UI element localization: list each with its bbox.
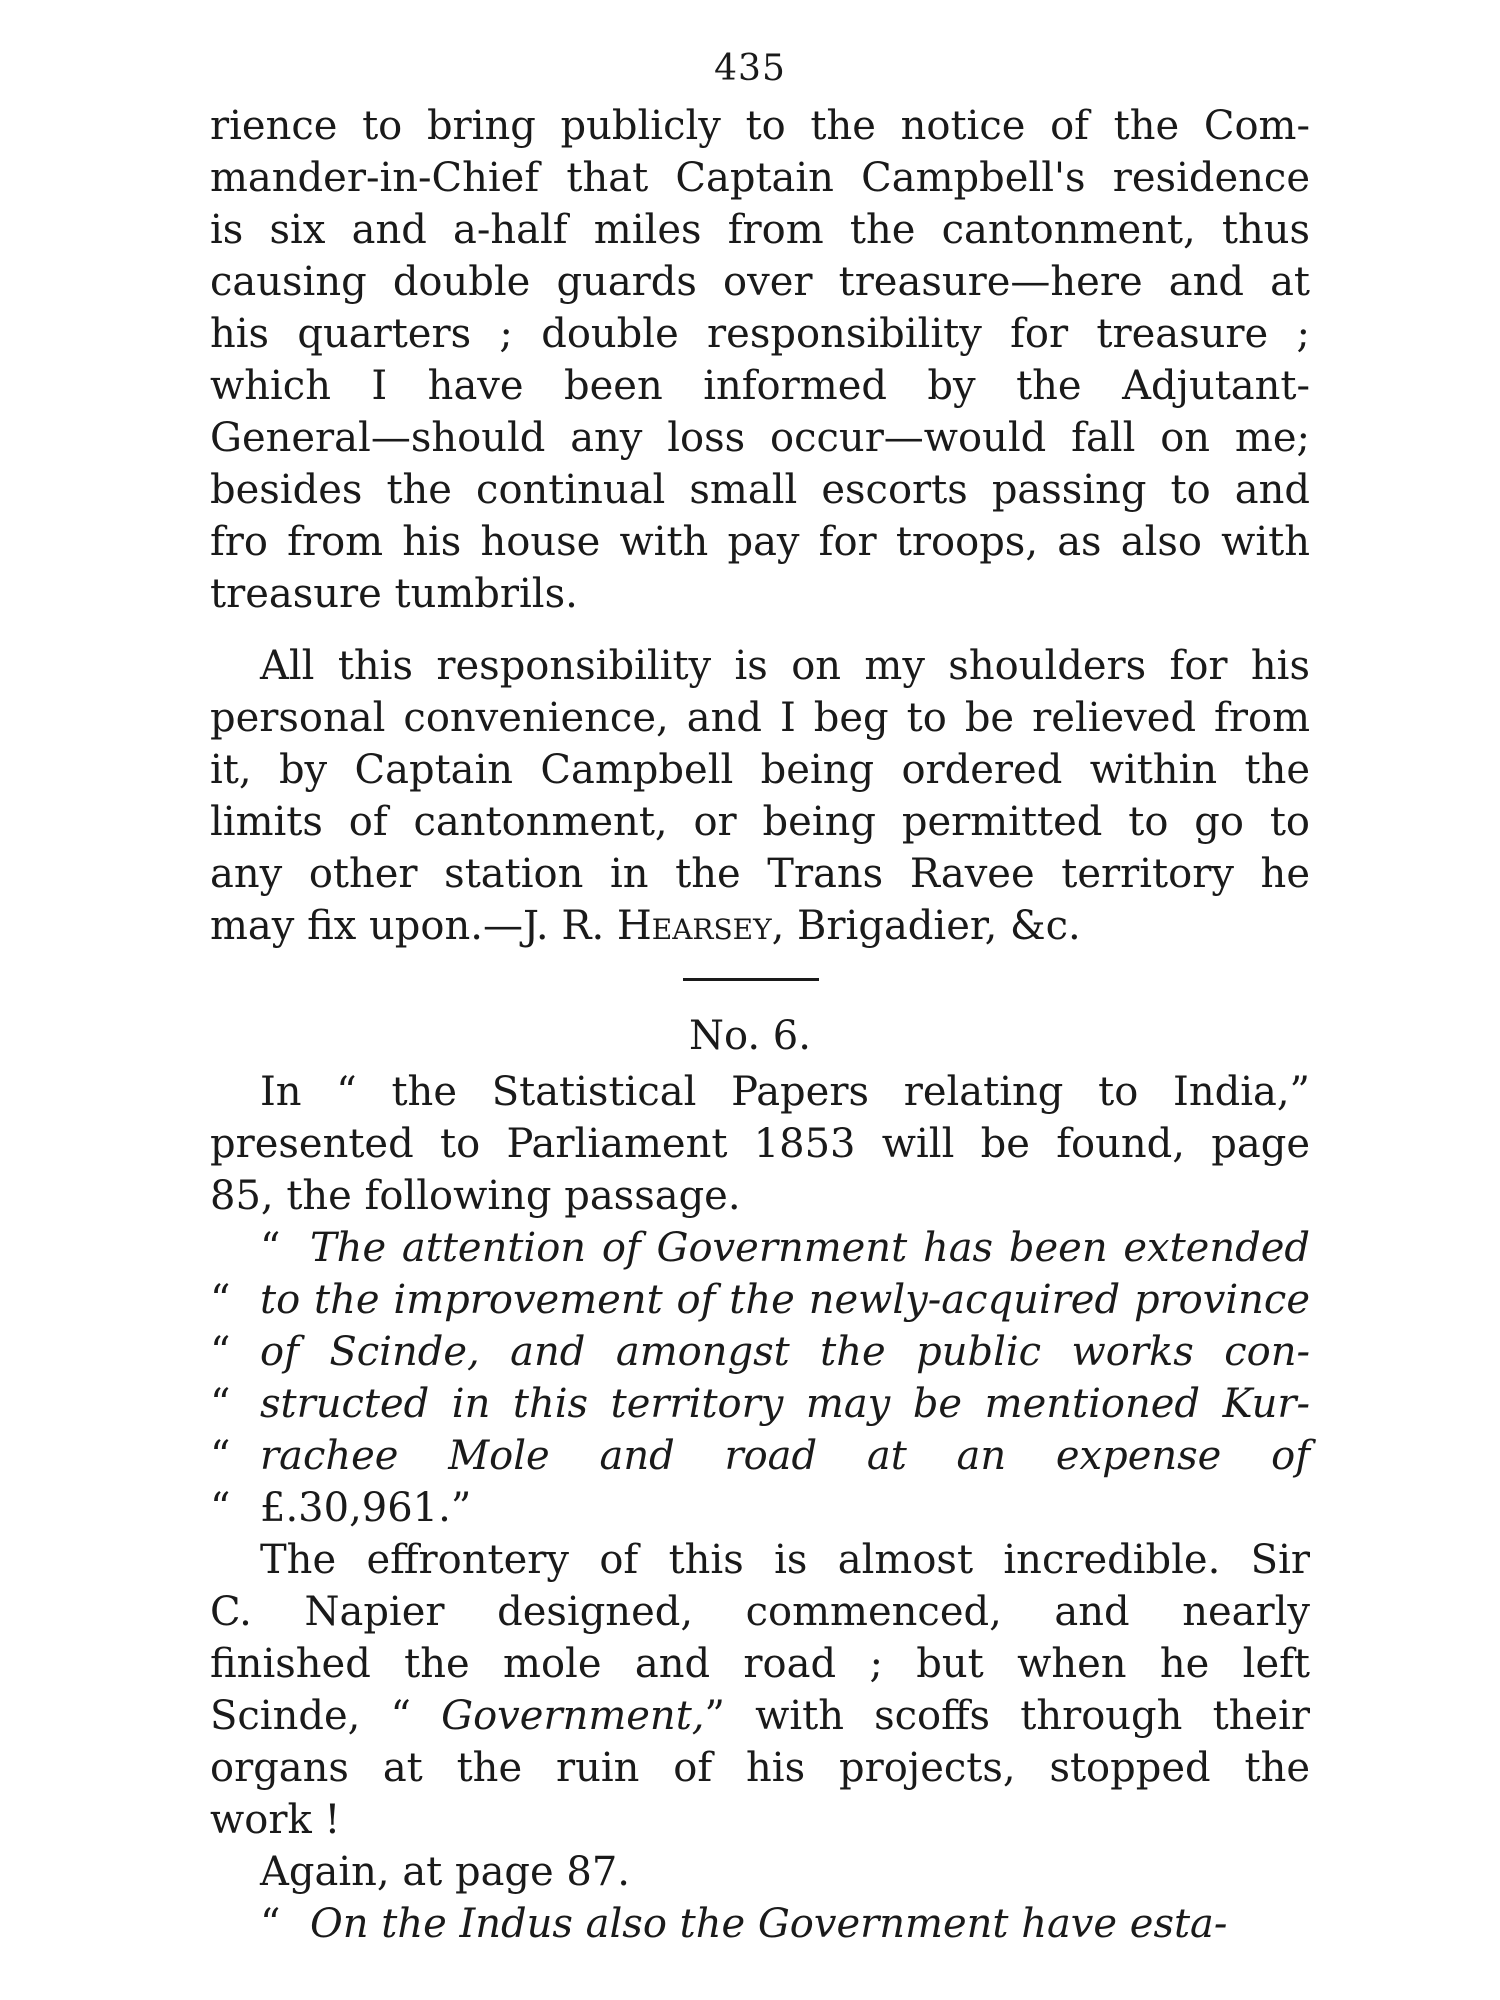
text-line: his quarters ; double responsibility for treasure ; (210, 311, 1310, 357)
paragraph-5 (210, 1846, 1310, 1898)
text-line: besides the continual small escorts passing to and (210, 467, 1310, 513)
page-number: 435 (714, 48, 786, 89)
quotation-1 (210, 1222, 1310, 1534)
text-line: is six and a-half miles from the cantonment, thus (210, 207, 1310, 253)
quote-text: structed in this territory may be mentioned Kur- (260, 1381, 1310, 1427)
quotation-2 (210, 1898, 1310, 1950)
signature-line (210, 900, 1310, 952)
text-line: causing double guards over treasure—here and at (210, 259, 1310, 305)
text-line: finished the mole and road ; but when he left (210, 1641, 1310, 1687)
quote-line (210, 1430, 1310, 1482)
text-line: 85, the following passage. (210, 1173, 741, 1219)
text-line: rience to bring publicly to the notice of the Com- (210, 103, 1310, 149)
text-line: personal convenience, and I beg to be relieved from (210, 695, 1310, 741)
quote-text: The attention of Government has been extended (310, 1225, 1310, 1271)
quote-mark: “ (210, 1433, 231, 1479)
text-line: C. Napier designed, commenced, and nearly (210, 1589, 1310, 1635)
quote-text: On the Indus also the Government have esta- (310, 1901, 1228, 1947)
text-line: any other station in the Trans Ravee territory he (210, 851, 1310, 897)
signature-prefix: may fix upon.—J. R. (210, 903, 617, 949)
text-line: limits of cantonment, or being permitted to go to (210, 799, 1310, 845)
section-heading: No. 6. (689, 1013, 811, 1059)
quote-line (210, 1274, 1310, 1326)
quote-mark: “ (260, 1901, 281, 1947)
italic-word: Government, (441, 1693, 705, 1739)
quote-mark: “ (210, 1485, 231, 1531)
quote-text: rachee Mole and road at an expense of (260, 1433, 1310, 1479)
quote-line (210, 1898, 1310, 1950)
text-line: treasure tumbrils. (210, 571, 578, 617)
paragraph-1 (210, 100, 1310, 620)
text-line: it, by Captain Campbell being ordered within the (210, 747, 1310, 793)
text-line: work ! (210, 1797, 341, 1843)
text-line (210, 1690, 1310, 1742)
text-line: Again, at page 87. (260, 1849, 631, 1895)
text-line: presented to Parliament 1853 will be found, page (210, 1121, 1310, 1167)
quote-mark: “ (210, 1329, 231, 1375)
quote-mark: “ (260, 1225, 281, 1271)
quote-text: to the improvement of the newly-acquired province (260, 1277, 1310, 1323)
text-segment: Scinde, “ (210, 1693, 442, 1739)
quote-text: £.30,961.” (260, 1485, 472, 1531)
quote-line (210, 1326, 1310, 1378)
paragraph-4 (210, 1534, 1310, 1846)
text-line: which I have been informed by the Adjutant- (210, 363, 1310, 409)
text-line: fro from his house with pay for troops, as also with (210, 519, 1310, 565)
text-line: General—should any loss occur—would fall on me; (210, 415, 1310, 461)
quote-line (210, 1378, 1310, 1430)
paragraph-2 (210, 640, 1310, 952)
text-line: All this responsibility is on my shoulders for his (260, 643, 1310, 689)
quote-mark: “ (210, 1381, 231, 1427)
section-divider (683, 978, 819, 981)
text-line: In “ the Statistical Papers relating to India,” (260, 1069, 1310, 1115)
text-line: The effrontery of this is almost incredible. Sir (260, 1537, 1310, 1583)
text-segment: ” with scoffs through their (704, 1693, 1310, 1739)
signature-title: , Brigadier, &c. (771, 903, 1081, 949)
quote-mark: “ (210, 1277, 231, 1323)
quote-line (210, 1482, 1310, 1534)
quote-text: of Scinde, and amongst the public works con- (260, 1329, 1310, 1375)
text-line: mander-in-Chief that Captain Campbell's residence (210, 155, 1310, 201)
signature-name: Hearsey (616, 903, 772, 949)
paragraph-3 (210, 1066, 1310, 1222)
quote-line (210, 1222, 1310, 1274)
text-line: organs at the ruin of his projects, stopped the (210, 1745, 1310, 1791)
